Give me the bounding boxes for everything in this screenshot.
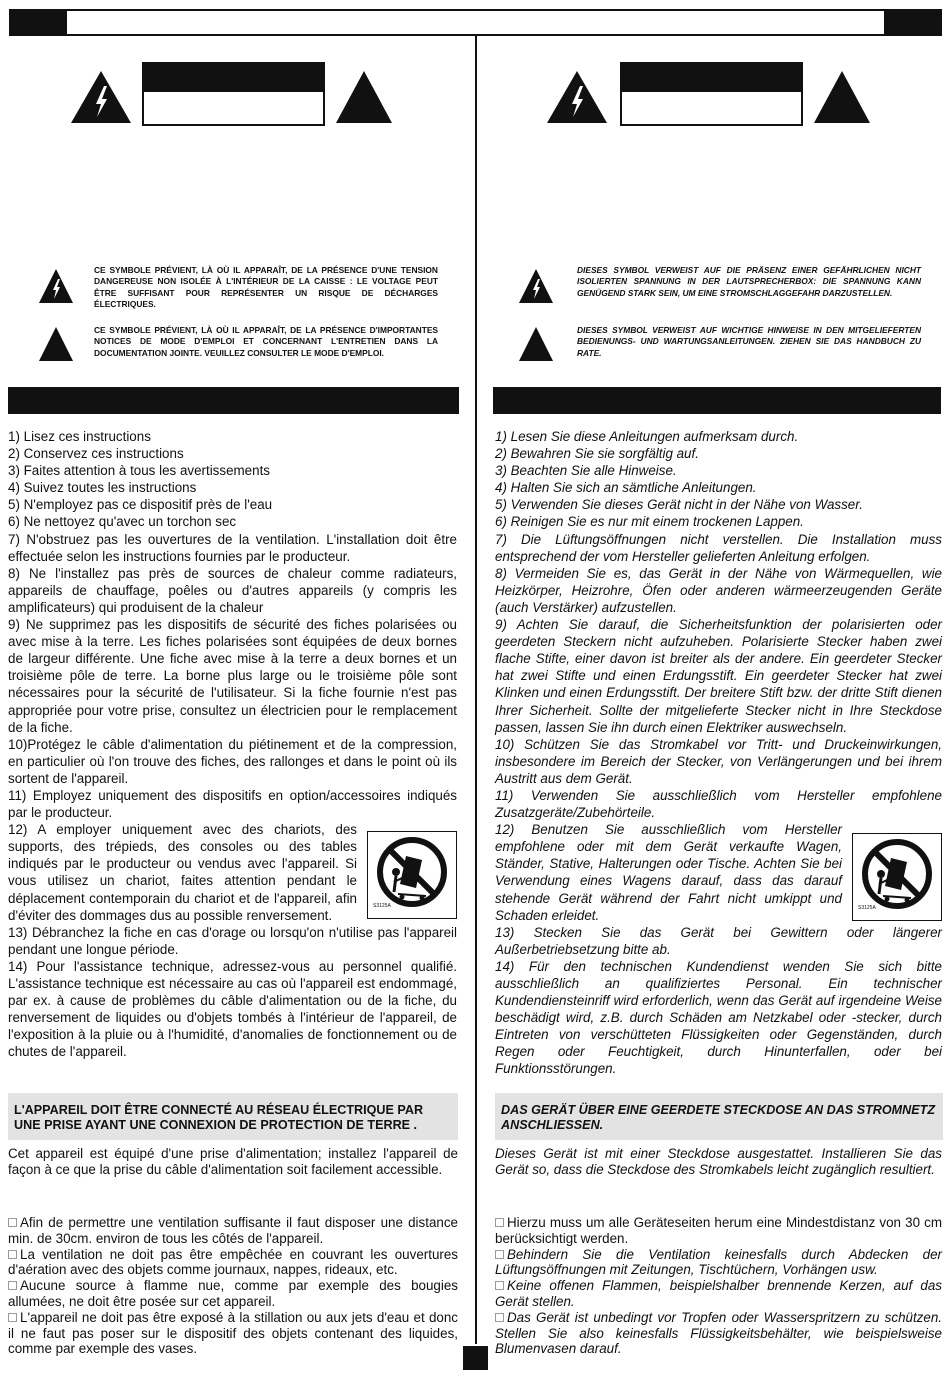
- instruction-item: 11) Employez uniquement des dispositifs en option/accessoires indiqués par le producteur.: [8, 787, 457, 821]
- instruction-item: 9) Achten Sie darauf, die Sicherheitsfunktion der polarisierten oder geerdeten Steckern nicht aufzuheben. Polarisierte Stecker haben zwei flache Stifte, einer davon ist breiter als der andere. Ein geerdeter Stecker hat zwei Stifte und einen Erdungsstift. Ein geerdeter Stecker hat zwei Klinken und einen Erdungsstift. Der breitere Stift bzw. der dritte Stift dienen Ihrer Sicherheit. Sollte der mitgelieferte Stecker nicht in Ihre Steckdose passen, lassen Sie ihn durch einen Elektriker auswechseln.: [495, 617, 942, 735]
- ventilation-item: Behindern Sie die Ventilation keinesfalls durch Abdecken der Lüftungsöffnungen mit Zeitungen, Tischtüchern, Vorhängen usw.: [495, 1246, 942, 1278]
- instruction-item: 12) Benutzen Sie ausschließlich vom Hersteller empfohlene oder mit dem Gerät verkaufte Wagen, Ständer, Stative, Halterungen oder Tische. Achten Sie bei Verwendung eines Wagens darauf, dass das darauf stehende Gerät während der Fahrt nicht umkippt und Schaden erleidet.: [495, 822, 842, 923]
- safety-instructions: [8, 428, 457, 1060]
- symbol-notice-instructions: CE SYMBOLE PRÉVIENT, LÀ OÙ IL APPARAÎT, DE LA PRÉSENCE D'IMPORTANTES NOTICES DE MODE D'EMPLOI ET CONCERNANT L'ENTRETIEN DANS LA DOCUMENTATION JOINTE. VEUILLEZ CONSULTER LE MODE D'EMPLOI.: [94, 325, 438, 358]
- german-column: [484, 0, 944, 1379]
- instruction-item: 11) Verwenden Sie ausschließlich vom Hersteller empfohlene Zusatzgeräte/Zubehörteile.: [495, 787, 942, 821]
- lightning-warning-icon: [70, 70, 132, 124]
- caution-triangle-icon: [335, 70, 393, 124]
- cart-image-code: S3125A: [373, 903, 391, 910]
- instruction-item: 8) Ne l'installez pas près de sources de chaleur comme radiateurs, appareils de chauffage, poêles ou d'autres appareils (y compris les amplificateurs) qui produisent de la chaleur: [8, 565, 457, 615]
- checkbox-bullet-icon: [495, 1281, 504, 1290]
- french-column: [0, 0, 460, 1379]
- caution-triangle-icon: [813, 70, 871, 124]
- instruction-item: 4) Halten Sie sich an sämtliche Anleitungen.: [495, 480, 757, 496]
- checkbox-bullet-icon: [495, 1218, 504, 1227]
- checkbox-bullet-icon: [495, 1250, 504, 1259]
- instruction-item: 4) Suivez toutes les instructions: [8, 480, 197, 496]
- grounding-text: Dieses Gerät ist mit einer Steckdose ausgestattet. Installieren Sie das Gerät so, dass die Steckdose des Stromkabels leicht zugänglich resultiert.: [495, 1146, 942, 1177]
- grounding-heading: DAS GERÄT ÜBER EINE GEERDETE STECKDOSE AN DAS STROMNETZ ANSCHLIESSEN.: [495, 1093, 943, 1140]
- lightning-symbol-icon: [38, 268, 74, 304]
- instruction-item: 7) N'obstruez pas les ouvertures de la ventilation. L'installation doit être effectuée selon les instructions fournies par le producteur.: [8, 531, 457, 564]
- exclamation-symbol-icon: [38, 326, 74, 362]
- grounding-text: Cet appareil est équipé d'une prise d'alimentation; installez l'appareil de façon à ce que la prise du câble d'alimentation soit facilement accessible.: [8, 1146, 458, 1177]
- instruction-item: 1) Lesen Sie diese Anleitungen aufmerksam durch.: [495, 429, 799, 444]
- instruction-item: 14) Pour l'assistance technique, adressez-vous au personnel qualifié. L'assistance technique est nécessaire au cas où l'appareil est endommagé, par ex. à cause de problèmes du câble d'alimentation ou de la fiche, du renversement de liquides ou d'objets tombés à l'intérieur de l'appareil, de l'exposition à la pluie ou à l'humidité, d'anomalies de fonctionnement ou de chutes de l'appareil.: [8, 958, 457, 1060]
- instruction-item: 10) Schützen Sie das Stromkabel vor Tritt- und Druckeinwirkungen, insbesondere im Bereich der Stecker, von Verlängerungen und bei ihrem Austritt aus dem Gerät.: [495, 736, 942, 786]
- checkbox-bullet-icon: [8, 1281, 17, 1290]
- warning-label-box: [620, 62, 803, 126]
- checkbox-bullet-icon: [8, 1250, 17, 1259]
- instruction-item: 13) Stecken Sie das Gerät bei Gewittern oder längerer Außerbetriebsetzung bitte ab.: [495, 924, 942, 957]
- instruction-item: 1) Lisez ces instructions: [8, 429, 151, 444]
- instruction-item: 7) Die Lüftungsöffnungen nicht verstellen. Die Installation muss entsprechend der vom Hersteller gelieferten Anleitung erfolgen.: [495, 531, 942, 564]
- instruction-item: 6) Reinigen Sie es nur mit einem trockenen Lappen.: [495, 514, 804, 530]
- instruction-item: 8) Vermeiden Sie es, das Gerät in der Nähe von Wärmequellen, wie Heizkörper, Heizrohre, Öfen oder anderen wärmeerzeugenden Geräte (auch Verstärker) aufzustellen.: [495, 565, 942, 615]
- instruction-item: 12) A employer uniquement avec des chariots, des supports, des trépieds, des consoles ou des tables indiqués par le producteur ou vendus avec l'appareil. Si vous utilisez un chariot, faites attention pendant le déplacement contemporain du chariot et de l'appareil, afin d'éviter des dommages dus au possible renversement.: [8, 822, 357, 923]
- instruction-item: 13) Débranchez la fiche en cas d'orage ou lorsqu'on n'utilise pas l'appareil pendant une longue période.: [8, 924, 457, 957]
- instruction-item: 14) Für den technischen Kundendienst wenden Sie sich bitte ausschließlich an qualifiziertes Personal. Ein technischer Kundendiensteinriff wird erforderlich, wenn das Gerät auf irgendeine Weise beschädigt wird, z.B. durch Schäden am Netzkabel oder -stecker, durch Eintreten von verschütteten Flüssigkeiten oder Gegenständen, durch Regen oder Feuchtigkeit, durch Hinunterfallen, oder bei Funktionsstörungen.: [495, 958, 942, 1077]
- grounding-heading: L'APPAREIL DOIT ÊTRE CONNECTÉ AU RÉSEAU ÉLECTRIQUE PAR UNE PRISE AYANT UNE CONNEXION DE PROTECTION DE TERRE .: [8, 1093, 458, 1140]
- warning-label-box: [142, 62, 325, 126]
- lightning-warning-icon: [546, 70, 608, 124]
- ventilation-notes: [495, 1215, 942, 1357]
- safety-instructions: [495, 428, 942, 1078]
- instruction-item: 5) Verwenden Sie dieses Gerät nicht in der Nähe von Wasser.: [495, 497, 863, 513]
- instruction-item: 2) Conservez ces instructions: [8, 446, 184, 462]
- checkbox-bullet-icon: [495, 1313, 504, 1322]
- ventilation-item: L'appareil ne doit pas être exposé à la stillation ou aux jets d'eau et donc il ne faut pas poser sur le dispositif des objets contenant des liquides, comme par exemple des vases.: [8, 1309, 458, 1357]
- instruction-item: 5) N'employez pas ce dispositif près de l'eau: [8, 497, 273, 513]
- symbol-notice-instructions: DIESES SYMBOL VERWEIST AUF WICHTIGE HINWEISE IN DEN MITGELIEFERTEN BEDIENUNGS- UND WARTUNGSANLEITUNGEN. ZIEHEN SIE DAS HANDBUCH ZU RATE.: [577, 325, 921, 358]
- cart-image-code: S3125A: [858, 905, 876, 912]
- safety-section-bar: [8, 387, 459, 414]
- instruction-item: 2) Bewahren Sie sie sorgfältig auf.: [495, 446, 699, 462]
- symbol-notice-voltage: DIESES SYMBOL VERWEIST AUF DIE PRÄSENZ EINER GEFÄHRLICHEN NICHT ISOLIERTEN SPANNUNG IN DER LAUTSPRECHERBOX: DIE SPANNUNG KANN GENÜGEND STARK SEIN, UM EINE STROMSCHLAGGEFAHR DARZUSTELLEN.: [577, 265, 921, 298]
- checkbox-bullet-icon: [8, 1218, 17, 1227]
- symbol-notice-voltage: CE SYMBOLE PRÉVIENT, LÀ OÙ IL APPARAÎT, DE LA PRÉSENCE D'UNE TENSION DANGEREUSE NON ISOLÉE À L'INTÉRIEUR DE LA CAISSE : LE VOLTAGE PEUT ÊTRE SUFFISANT POUR REPRÉSENTER UN RISQUE DE DÉCHARGES ÉLECTRIQUES.: [94, 265, 438, 310]
- ventilation-item: Aucune source à flamme nue, comme par exemple des bougies allumées, ne doit être posée sur cet appareil.: [8, 1278, 458, 1309]
- ventilation-item: Hierzu muss um alle Geräteseiten herum eine Mindestdistanz von 30 cm berücksichtigt werden.: [495, 1215, 942, 1246]
- column-divider: [475, 36, 477, 1344]
- ventilation-item: Das Gerät ist unbedingt vor Tropfen oder Wasserspritzern zu schützen. Stellen Sie also keinesfalls Flüssigkeitsbehälter, wie beispielsweise Blumenvasen darauf.: [495, 1309, 942, 1357]
- instruction-item: 3) Faites attention à tous les avertissements: [8, 463, 270, 479]
- ventilation-notes: [8, 1215, 458, 1357]
- cart-warning-image: [367, 831, 457, 919]
- checkbox-bullet-icon: [8, 1313, 17, 1322]
- ventilation-item: Afin de permettre une ventilation suffisante il faut disposer une distance min. de 30cm. environ de tous les côtés de l'appareil.: [8, 1215, 458, 1246]
- instruction-item: 6) Ne nettoyez qu'avec un torchon sec: [8, 514, 237, 530]
- lightning-symbol-icon: [518, 268, 554, 304]
- exclamation-symbol-icon: [518, 326, 554, 362]
- instruction-item: 10)Protégez le câble d'alimentation du piétinement et de la compression, en particulier où l'on trouve des fiches, des rallonges et dans le point où ils sortent de l'appareil.: [8, 736, 457, 786]
- ventilation-item: Keine offenen Flammen, beispielshalber brennende Kerzen, auf das Gerät stellen.: [495, 1278, 942, 1309]
- cart-warning-image: [852, 833, 942, 921]
- ventilation-item: La ventilation ne doit pas être empêchée en couvrant les ouvertures d'aération avec des objets comme journaux, nappes, rideaux, etc.: [8, 1246, 458, 1278]
- instruction-item: 3) Beachten Sie alle Hinweise.: [495, 463, 677, 479]
- safety-section-bar: [493, 387, 941, 414]
- instruction-item: 9) Ne supprimez pas les dispositifs de sécurité des fiches polarisées ou avec mise à la terre. Les fiches polarisées sont équipées de deux bornes de largeur différente. Une fiche avec mise à la terre a deux bornes et un troisième pôle de terre. La borne plus large ou le troisième pôle sont nécessaires pour la sécurité de l'utilisateur. Si la fiche fournie n'est pas appropriée pour votre prise, consultez un électricien pour le remplacement de la fiche.: [8, 617, 457, 735]
